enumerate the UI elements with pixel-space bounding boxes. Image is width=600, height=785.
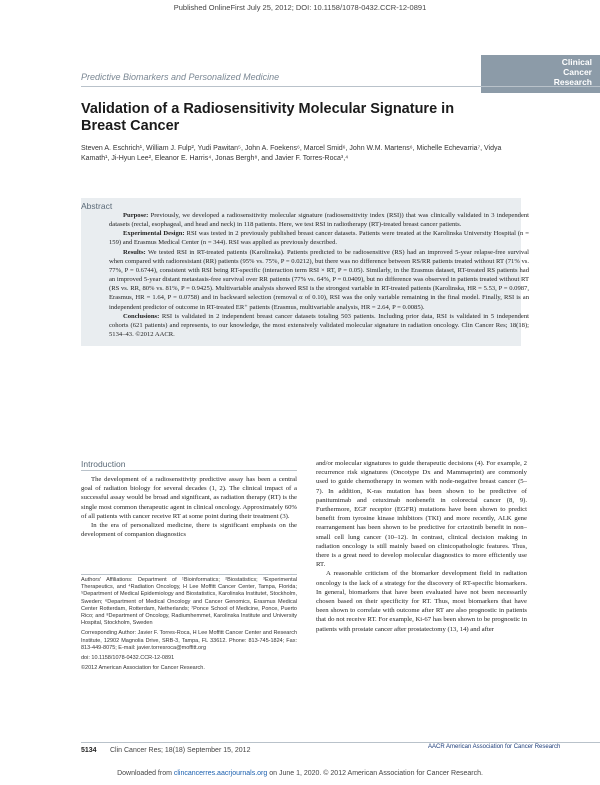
design-text: RSI was tested in 2 previously published breast cancer datasets. Patients were treated at the Karolinska University Hospital (n = 159) and Erasmus Medical Center (n = 344). RSI was applied as previously described. bbox=[109, 230, 529, 247]
download-prefix: Downloaded from bbox=[117, 770, 174, 777]
intro-paragraph-1: The development of a radiosensitivity predictive assay has been a central goal of radiation biology for several decades (1, 2). The clinical impact of a successful assay would be broad and significant, as radiation therapy (RT) is the single most common therapeutic agent in clinical oncology. Approximately 60% of all patients with cancer receive RT at some point during their treatment (3). bbox=[81, 476, 297, 520]
download-notice bbox=[0, 770, 600, 777]
section-label: Predictive Biomarkers and Personalized Medicine bbox=[81, 72, 280, 82]
affiliations-block bbox=[81, 577, 297, 675]
intro-right-column bbox=[316, 459, 527, 634]
abstract-purpose bbox=[109, 211, 529, 229]
journal-citation: Clin Cancer Res; 18(18) September 15, 2012 bbox=[110, 747, 251, 754]
abstract-heading: Abstract bbox=[81, 201, 113, 211]
aacr-logo: AACR American Association for Cancer Research bbox=[428, 744, 561, 750]
doi: doi: 10.1158/1078-0432.CCR-12-0891 bbox=[81, 655, 175, 662]
results-text: We tested RSI in RT-treated patients (Karolinska). Patients predicted to be radiosensitive (RS) had an improved 5-year relapse-free survival when compared with radioresistant (RR) patients (95% vs. 75%, P = 0.0212), but there was no difference between RS/RR patients treated without RT (71% vs. 77%, P = 0.6744), consistent with RSI being RT-specific (interaction term RSI × RT, P = 0.05). Similarly, in the Erasmus dataset, RT-treated RS patients had an improved 5-year distant metastasis-free survival over RR patients (77% vs. 64%, P = 0.0409), but no difference was observed in patients treated without RT (RS vs. RR, 80% vs. 81%, P = 0.9425). Multivariable analysis showed RSI is the strongest variable in RT-treated patients (Karolinska, HR = 5.53, P = 0.0987, Erasmus, HR = 1.64, P = 0.0758) and in backward selection (removal α of 0.10), RSI was the only variable remaining in the final model. Finally, RSI is an independent predictor of outcome in RT-treated ER⁺ patients (Erasmus, multivariable analysis, HR = 2.64, P = 0.0085). bbox=[109, 248, 529, 311]
copyright: ©2012 American Association for Cancer Research. bbox=[81, 665, 205, 672]
intro-paragraph-2: In the era of personalized medicine, there is significant emphasis on the development of companion diagnostics bbox=[81, 522, 297, 539]
intro-divider bbox=[81, 470, 297, 471]
affiliations-divider bbox=[81, 574, 297, 575]
abstract-design bbox=[109, 229, 529, 247]
brand-line-3: Research bbox=[553, 77, 592, 87]
results-label: Results: bbox=[123, 248, 146, 256]
purpose-label: Purpose: bbox=[123, 212, 149, 219]
corresponding-author: Corresponding Author: Javier F. Torres-Roca, H Lee Moffitt Cancer Center and Research Institute, 12902 Magnolia Drive, SRB-3, Tampa, FL 33612. Phone: 813-745-1824; Fax: 813-449-8075; E-mail: javier.torresroca@moffitt.org bbox=[81, 630, 297, 651]
brand-line-2: Cancer bbox=[563, 67, 592, 77]
publication-info: Published OnlineFirst July 25, 2012; DOI: 10.1158/1078-0432.CCR-12-0891 bbox=[173, 3, 427, 12]
abstract-conclusions bbox=[109, 312, 529, 339]
purpose-text: Previously, we developed a radiosensitivity molecular signature (radiosensitivity index (RSI)) that was clinically validated in 3 independent datasets (rectal, esophageal, and head and neck) in 118 patients. Here, we test RSI in radiotherapy (RT)-treated breast cancer patients. bbox=[109, 212, 530, 229]
abstract-results bbox=[109, 248, 529, 312]
conclusions-label: Conclusions: bbox=[123, 312, 160, 320]
author-list: Steven A. Eschrich¹, William J. Fulp², Yudi Pawitan⁵, John A. Foekens⁶, Marcel Smid⁶, John W.M. Martens⁶, Michelle Echevarria⁷, Vidya Kamath¹, Ji-Hyun Lee², Eleanor E. Harris⁴, Jonas Bergh⁸, and Javier F. Torres-Roca³,⁴ bbox=[81, 145, 502, 162]
brand-line-1: Clinical bbox=[561, 57, 592, 67]
footer-divider bbox=[81, 742, 600, 743]
download-link[interactable]: clincancerres.aacrjournals.org bbox=[173, 770, 268, 777]
article-title: Validation of a Radiosensitivity Molecular Signature in Breast Cancer bbox=[81, 101, 455, 134]
introduction-heading: Introduction bbox=[81, 459, 126, 469]
abstract-body bbox=[109, 211, 529, 339]
intro-left-column bbox=[81, 475, 297, 539]
right-paragraph-1: and/or molecular signatures to guide therapeutic decisions (4). For example, 2 recurrence risk signatures (Oncotype Dx and Mammaprint) are commonly used to guide chemotherapy in women with node-negative breast cancer (5–7). In addition, K-ras mutation has been shown to be predictive of panitumimab and cetuximab nonbenefit in colorectal cancer (8, 9). Furthermore, EGF receptor (EGFR) mutations have been shown to predict benefit from tyrosine kinase inhibitors (TKI) and more recently, ALK gene rearrangement has been shown to be predictive for crizotinib benefit in non–small cell lung cancer (10–12). In contrast, clinical decision making in radiation oncology is still mainly based on clinicopathologic features. Thus, there is a great need to develop molecular diagnostics to more efficiently use RT. bbox=[316, 460, 527, 569]
journal-brand-badge bbox=[481, 55, 600, 93]
affiliations-text: Authors' Affiliations: Department of ¹Bioinformatics; ²Biostatistics; ³Experimental Therapeutics, and ⁴Radiation Oncology, H Lee Moffitt Cancer Center, Tampa, Florida; ⁵Department of Medical Epidemiology and Biostatistics, Karolinska Institutet, Stockholm, Sweden; ⁶Department of Medical Oncology and Cancer Genomics, Erasmus Medical Center Rotterdam, Rotterdam, Netherlands; ⁷Ponce School of Medicine, Ponce, Puerto Rico; and ⁸Department of Oncology, Radiumhemmet, Karolinska Institute and University Hospital, Stockholm, Sweden bbox=[81, 577, 297, 627]
right-paragraph-2: A reasonable criticism of the biomarker development field in radiation oncology is the lack of a strategy for the discovery of RT-specific biomarkers. In general, biomarkers that have been evaluated have not been necessarily chosen based on their specificity for RT. Thus, most biomarkers that have been shown to correlate with outcome after RT are also prognostic in patients that do not receive RT. For example, Ki-67 has been shown to be prognostic in patients with prostate cancer after prostatectomy (13, 14) and after bbox=[316, 570, 527, 633]
header-divider bbox=[81, 86, 600, 87]
page-number: 5134 bbox=[81, 747, 97, 754]
design-label: Experimental Design: bbox=[123, 230, 185, 238]
download-suffix: on June 1, 2020. © 2012 American Association for Cancer Research. bbox=[267, 770, 483, 777]
conclusions-text: RSI is validated in 2 independent breast cancer datasets totaling 503 patients. Including prior data, RSI is validated in 5 independent cohorts (621 patients) and represents, to our knowledge, the most extensively validated molecular signature in radiation oncology. Clin Cancer Res; 18(18); 5134–43. ©2012 AACR. bbox=[109, 312, 529, 339]
